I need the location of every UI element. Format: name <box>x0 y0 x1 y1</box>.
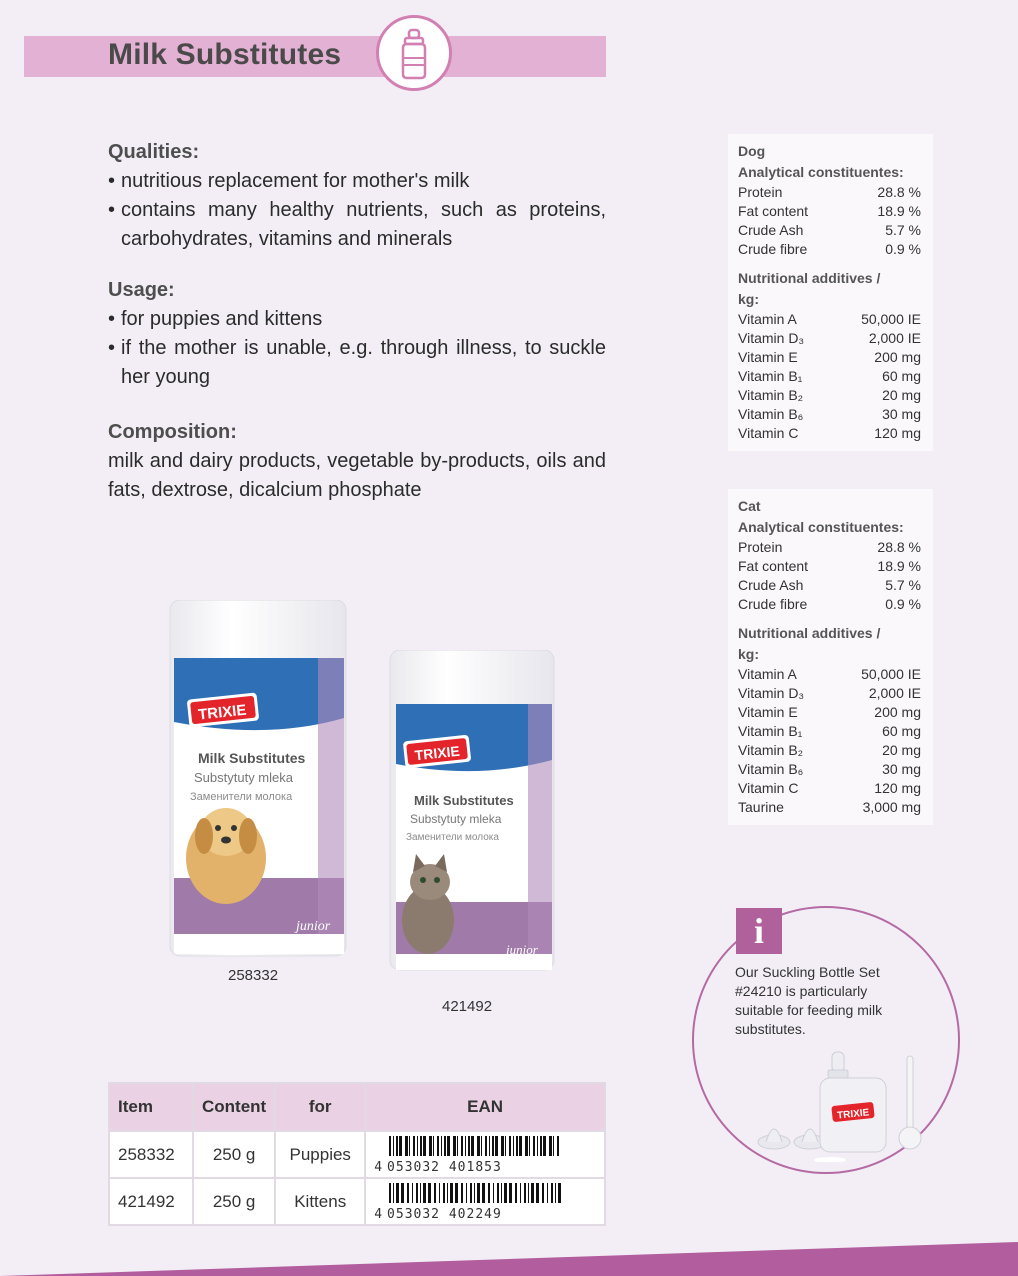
product-code: 258332 <box>228 967 279 984</box>
svg-text:Milk Substitutes: Milk Substitutes <box>198 750 306 766</box>
barcode-bar <box>466 1183 467 1203</box>
ean-first-digit: 4 <box>374 1159 384 1175</box>
svg-text:Заменители молока: Заменители молока <box>406 832 499 843</box>
ean-cell <box>365 1131 605 1178</box>
barcode-bar <box>513 1136 514 1156</box>
barcode-bar <box>412 1183 413 1203</box>
additive-row: Vitamin E 200 mg <box>738 704 921 720</box>
barcode-bar <box>529 1136 530 1156</box>
barcode-bar <box>533 1136 535 1156</box>
info-icon: i <box>736 908 782 954</box>
barcode-bar <box>543 1136 546 1156</box>
additive-row: Vitamin A 50,000 IE <box>738 311 921 327</box>
for-cell: Puppies <box>275 1131 365 1178</box>
usage-item: • for puppies and kittens <box>108 305 606 334</box>
barcode-bar <box>401 1183 404 1203</box>
barcode-bar <box>468 1136 470 1156</box>
barcode-bar <box>461 1183 463 1203</box>
nutrient-row: Crude fibre 0.9 % <box>738 241 921 257</box>
barcode-icon <box>387 1136 563 1156</box>
nutrient-row: Fat content 18.9 % <box>738 558 921 574</box>
barcode-bar <box>540 1136 542 1156</box>
barcode-bar <box>558 1183 561 1203</box>
additive-row: Vitamin B₂ 20 mg <box>738 387 921 403</box>
nutrient-row: Crude fibre 0.9 % <box>738 596 921 612</box>
barcode-bar <box>485 1136 487 1156</box>
barcode-bar <box>519 1136 522 1156</box>
additive-row: Vitamin C 120 mg <box>738 425 921 441</box>
dog-analytical-title: Analytical constituentes: <box>738 164 904 180</box>
barcode-bar <box>439 1183 440 1203</box>
for-cell: Kittens <box>275 1178 365 1225</box>
ean-cell <box>365 1178 605 1225</box>
info-text: Our Suckling Bottle Set #24210 is particularly suitable for feeding milk substitutes. <box>735 964 883 1037</box>
additive-row: Vitamin D₃ 2,000 IE <box>738 685 921 701</box>
barcode-bar <box>389 1183 391 1203</box>
barcode-bar <box>524 1183 526 1203</box>
composition-title: Composition: <box>108 421 237 443</box>
barcode-bar <box>477 1136 480 1156</box>
dog-nutrition-box <box>728 134 933 451</box>
nutrient-row: Protein 28.8 % <box>738 184 921 200</box>
barcode-bar <box>399 1136 402 1156</box>
additive-row: Vitamin E 200 mg <box>738 349 921 365</box>
barcode-bar <box>555 1183 556 1203</box>
barcode-bar <box>389 1136 391 1156</box>
page-title: Milk Substitutes <box>108 38 342 71</box>
barcode-bar <box>393 1136 394 1156</box>
content-cell: 250 g <box>193 1131 275 1178</box>
baby-bottle-icon <box>376 15 452 91</box>
ean-digits: 053032 401853 <box>387 1159 502 1175</box>
barcode-bar <box>470 1183 472 1203</box>
additive-row: Vitamin B₆ 30 mg <box>738 406 921 422</box>
barcode-bar <box>520 1183 521 1203</box>
barcode-bar <box>525 1136 528 1156</box>
barcode-bar <box>396 1136 398 1156</box>
barcode-bar <box>423 1136 426 1156</box>
barcode-bar <box>447 1136 450 1156</box>
barcode-bar <box>413 1136 415 1156</box>
column-header: Content <box>193 1083 275 1131</box>
qualities-list <box>108 167 606 254</box>
barcode-bar <box>505 1136 506 1156</box>
barcode-bar <box>509 1136 511 1156</box>
barcode-bar <box>457 1136 458 1156</box>
table-row <box>109 1131 605 1178</box>
bottle-brand-label: TRIXIE <box>836 1107 870 1122</box>
barcode-bar <box>409 1136 410 1156</box>
barcode-bar <box>547 1183 548 1203</box>
cat-nutrition-box <box>728 489 933 825</box>
barcode-bar <box>515 1183 517 1203</box>
usage-list <box>108 305 606 392</box>
composition-text: milk and dairy products, vegetable by-products, oils and fats, dextrose, dicalcium phosphate <box>108 450 606 501</box>
item-cell: 258332 <box>109 1131 193 1178</box>
bottom-stripe <box>0 1236 1018 1276</box>
additive-row: Vitamin A 50,000 IE <box>738 666 921 682</box>
nutrient-row: Fat content 18.9 % <box>738 203 921 219</box>
barcode-bar <box>557 1136 559 1156</box>
content-cell: 250 g <box>193 1178 275 1225</box>
svg-text:junior: junior <box>296 919 331 934</box>
additive-row: Vitamin B₂ 20 mg <box>738 742 921 758</box>
nutrient-row: Protein 28.8 % <box>738 539 921 555</box>
barcode-bar <box>465 1136 466 1156</box>
barcode-bar <box>504 1183 507 1203</box>
column-header: Item <box>109 1083 193 1131</box>
usage-title: Usage: <box>108 279 175 301</box>
barcode-bar <box>528 1183 529 1203</box>
barcode-bar <box>461 1136 463 1156</box>
barcode-bar <box>542 1183 544 1203</box>
barcode-bar <box>428 1183 431 1203</box>
barcode-bar <box>482 1183 485 1203</box>
barcode-bar <box>501 1136 504 1156</box>
svg-text:TRIXIE: TRIXIE <box>413 742 461 764</box>
svg-text:Substytuty mleka: Substytuty mleka <box>194 770 293 785</box>
nutrient-row: Crude Ash 5.7 % <box>738 222 921 238</box>
barcode-bar <box>443 1183 445 1203</box>
column-header: for <box>275 1083 365 1131</box>
brand-label: TRIXIE <box>197 701 248 724</box>
barcode-bar <box>447 1183 448 1203</box>
ean-digits: 053032 402249 <box>387 1206 502 1222</box>
svg-text:junior: junior <box>506 942 538 957</box>
barcode-bar <box>493 1183 494 1203</box>
dog-label: Dog <box>738 143 766 159</box>
item-cell: 421492 <box>109 1178 193 1225</box>
barcode-bar <box>481 1136 482 1156</box>
barcode-bar <box>433 1136 434 1156</box>
column-header: EAN <box>365 1083 605 1131</box>
svg-text:Milk Substitutes: Milk Substitutes <box>414 793 514 808</box>
barcode-bar <box>474 1183 475 1203</box>
barcode-bar <box>416 1183 418 1203</box>
ean-first-digit: 4 <box>374 1206 384 1222</box>
item-table <box>108 1082 606 1226</box>
table-row <box>109 1178 605 1225</box>
barcode-bar <box>509 1183 512 1203</box>
barcode-bar <box>405 1136 408 1156</box>
cat-label: Cat <box>738 498 761 514</box>
barcode-bar <box>420 1183 421 1203</box>
barcode-bar <box>407 1183 409 1203</box>
barcode-bar <box>429 1136 432 1156</box>
barcode-bar <box>471 1136 474 1156</box>
barcode-bar <box>495 1136 498 1156</box>
barcode-bar <box>536 1183 539 1203</box>
svg-text:Substytuty mleka: Substytuty mleka <box>410 812 502 826</box>
additive-row: Vitamin B₁ 60 mg <box>738 368 921 384</box>
barcode-bar <box>549 1136 552 1156</box>
barcode-bar <box>417 1136 418 1156</box>
cat-additives-title: Nutritional additives / kg: <box>738 625 881 662</box>
product-image-puppy <box>168 600 350 960</box>
additive-row: Vitamin D₃ 2,000 IE <box>738 330 921 346</box>
suckling-bottle-set-image <box>752 1050 932 1162</box>
barcode-bar <box>488 1183 490 1203</box>
barcode-bar <box>420 1136 422 1156</box>
barcode-bar <box>444 1136 446 1156</box>
barcode-bar <box>423 1183 426 1203</box>
nutrient-row: Crude Ash 5.7 % <box>738 577 921 593</box>
barcode-bar <box>437 1136 439 1156</box>
svg-text:Заменители молока: Заменители молока <box>190 791 293 803</box>
barcode-icon <box>387 1183 563 1203</box>
barcode-bar <box>497 1183 499 1203</box>
additive-row: Taurine 3,000 mg <box>738 799 921 815</box>
additive-row: Vitamin C 120 mg <box>738 780 921 796</box>
additive-row: Vitamin B₁ 60 mg <box>738 723 921 739</box>
barcode-bar <box>537 1136 538 1156</box>
barcode-bar <box>531 1183 534 1203</box>
product-code: 421492 <box>442 998 493 1015</box>
barcode-bar <box>393 1183 394 1203</box>
barcode-bar <box>450 1183 453 1203</box>
additive-row: Vitamin B₆ 30 mg <box>738 761 921 777</box>
product-image-kitten <box>388 650 556 974</box>
barcode-bar <box>396 1183 399 1203</box>
barcode-bar <box>551 1183 553 1203</box>
barcode-bar <box>477 1183 480 1203</box>
barcode-bar <box>434 1183 436 1203</box>
barcode-bar <box>492 1136 494 1156</box>
dog-additives-title: Nutritional additives / kg: <box>738 270 881 307</box>
barcode-bar <box>489 1136 490 1156</box>
barcode-bar <box>553 1136 554 1156</box>
barcode-bar <box>455 1183 458 1203</box>
qualities-item: • nutritious replacement for mother's milk <box>108 167 606 196</box>
barcode-bar <box>516 1136 518 1156</box>
cat-analytical-title: Analytical constituentes: <box>738 519 904 535</box>
usage-item: • if the mother is unable, e.g. through illness, to suckle her young <box>108 334 606 392</box>
barcode-bar <box>453 1136 456 1156</box>
qualities-title: Qualities: <box>108 141 200 163</box>
qualities-item: • contains many healthy nutrients, such as proteins, carbohydrates, vitamins and minerals <box>108 196 606 254</box>
table-header-row <box>109 1083 605 1131</box>
barcode-bar <box>441 1136 442 1156</box>
barcode-bar <box>501 1183 502 1203</box>
